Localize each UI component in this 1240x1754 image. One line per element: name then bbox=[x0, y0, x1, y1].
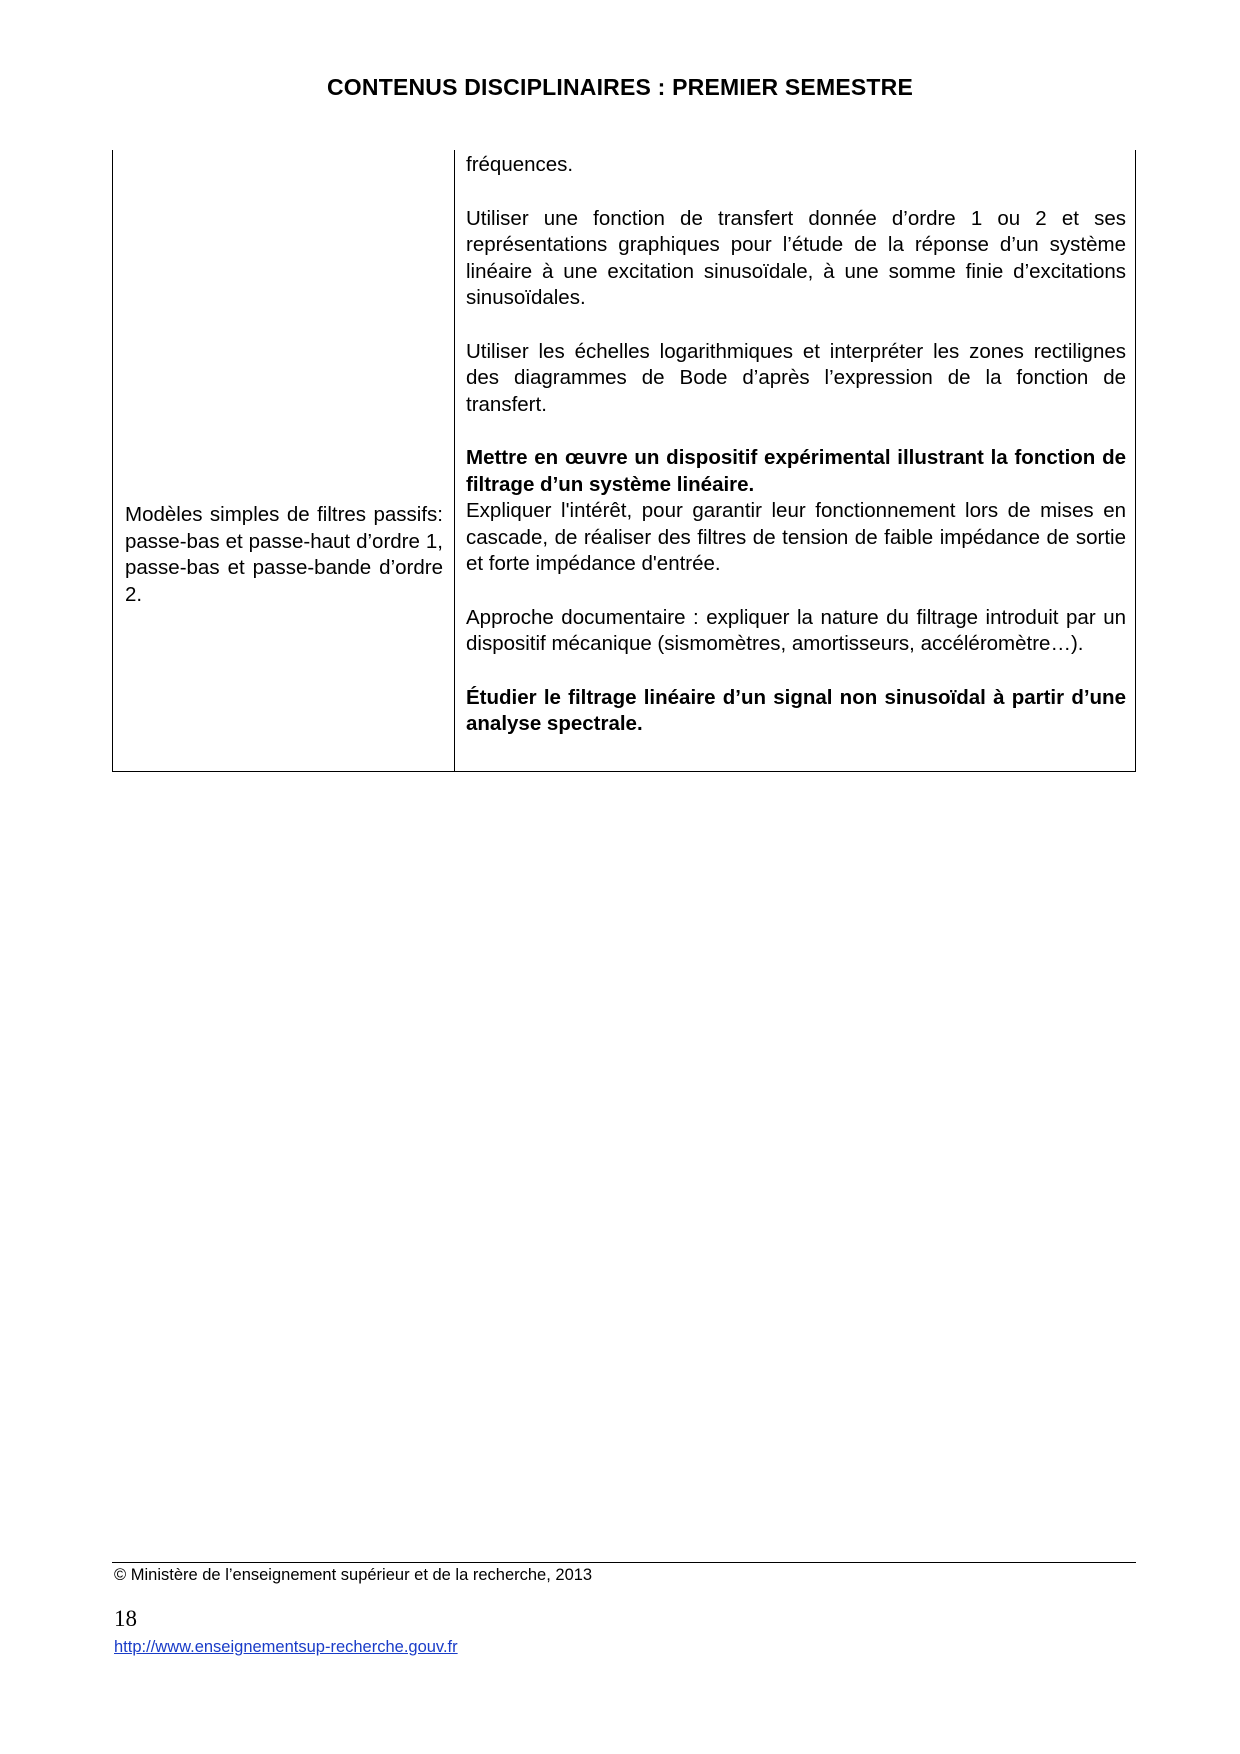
paragraph-bode-diagrams: Utiliser les échelles logarithmiques et interpréter les zones rectilignes des diagrammes de Bode d’après l’expression de la fonction de transfert. bbox=[466, 339, 1126, 416]
page-title: CONTENUS DISCIPLINAIRES : PREMIER SEMESTRE bbox=[326, 74, 914, 100]
content-table bbox=[112, 150, 1136, 772]
paragraph-experimental-setup: Mettre en œuvre un dispositif expérimental illustrant la fonction de filtrage d’un système linéaire. bbox=[466, 446, 1126, 496]
footer-rule bbox=[112, 1562, 1136, 1563]
column-divider bbox=[454, 150, 455, 771]
paragraph-frequencies: fréquences. bbox=[466, 153, 574, 176]
paragraph-cascade-filters: Expliquer l'intérêt, pour garantir leur fonctionnement lors de mises en cascade, de réaliser des filtres de tension de faible impédance de sortie et forte impédance d'entrée. bbox=[466, 499, 1126, 575]
paragraph-transfer-function: Utiliser une fonction de transfert donnée d’ordre 1 ou 2 et ses représentations graphiques pour l’étude de la réponse d’un système linéaire à une excitation sinusoïdale, à une somme finie d’excitations sinusoïdales. bbox=[466, 206, 1126, 309]
paragraph-spectral-analysis: Étudier le filtrage linéaire d’un signal non sinusoïdal à partir d’une analyse spectrale. bbox=[466, 685, 1126, 735]
page-number: 18 bbox=[114, 1606, 137, 1631]
right-cell bbox=[466, 150, 1126, 738]
paragraph-documentary-approach: Approche documentaire : expliquer la nature du filtrage introduit par un dispositif mécanique (sismomètres, amortisseurs, accéléromètre…). bbox=[466, 605, 1126, 655]
footer-copyright: © Ministère de l’enseignement supérieur et de la recherche, 2013 bbox=[114, 1566, 593, 1584]
footer-website-link[interactable]: http://www.enseignementsup-recherche.gouv.fr bbox=[114, 1638, 458, 1656]
left-cell-text: Modèles simples de filtres passifs: passe-bas et passe-haut d’ordre 1, passe-bas et passe-bande d’ordre 2. bbox=[125, 503, 443, 606]
